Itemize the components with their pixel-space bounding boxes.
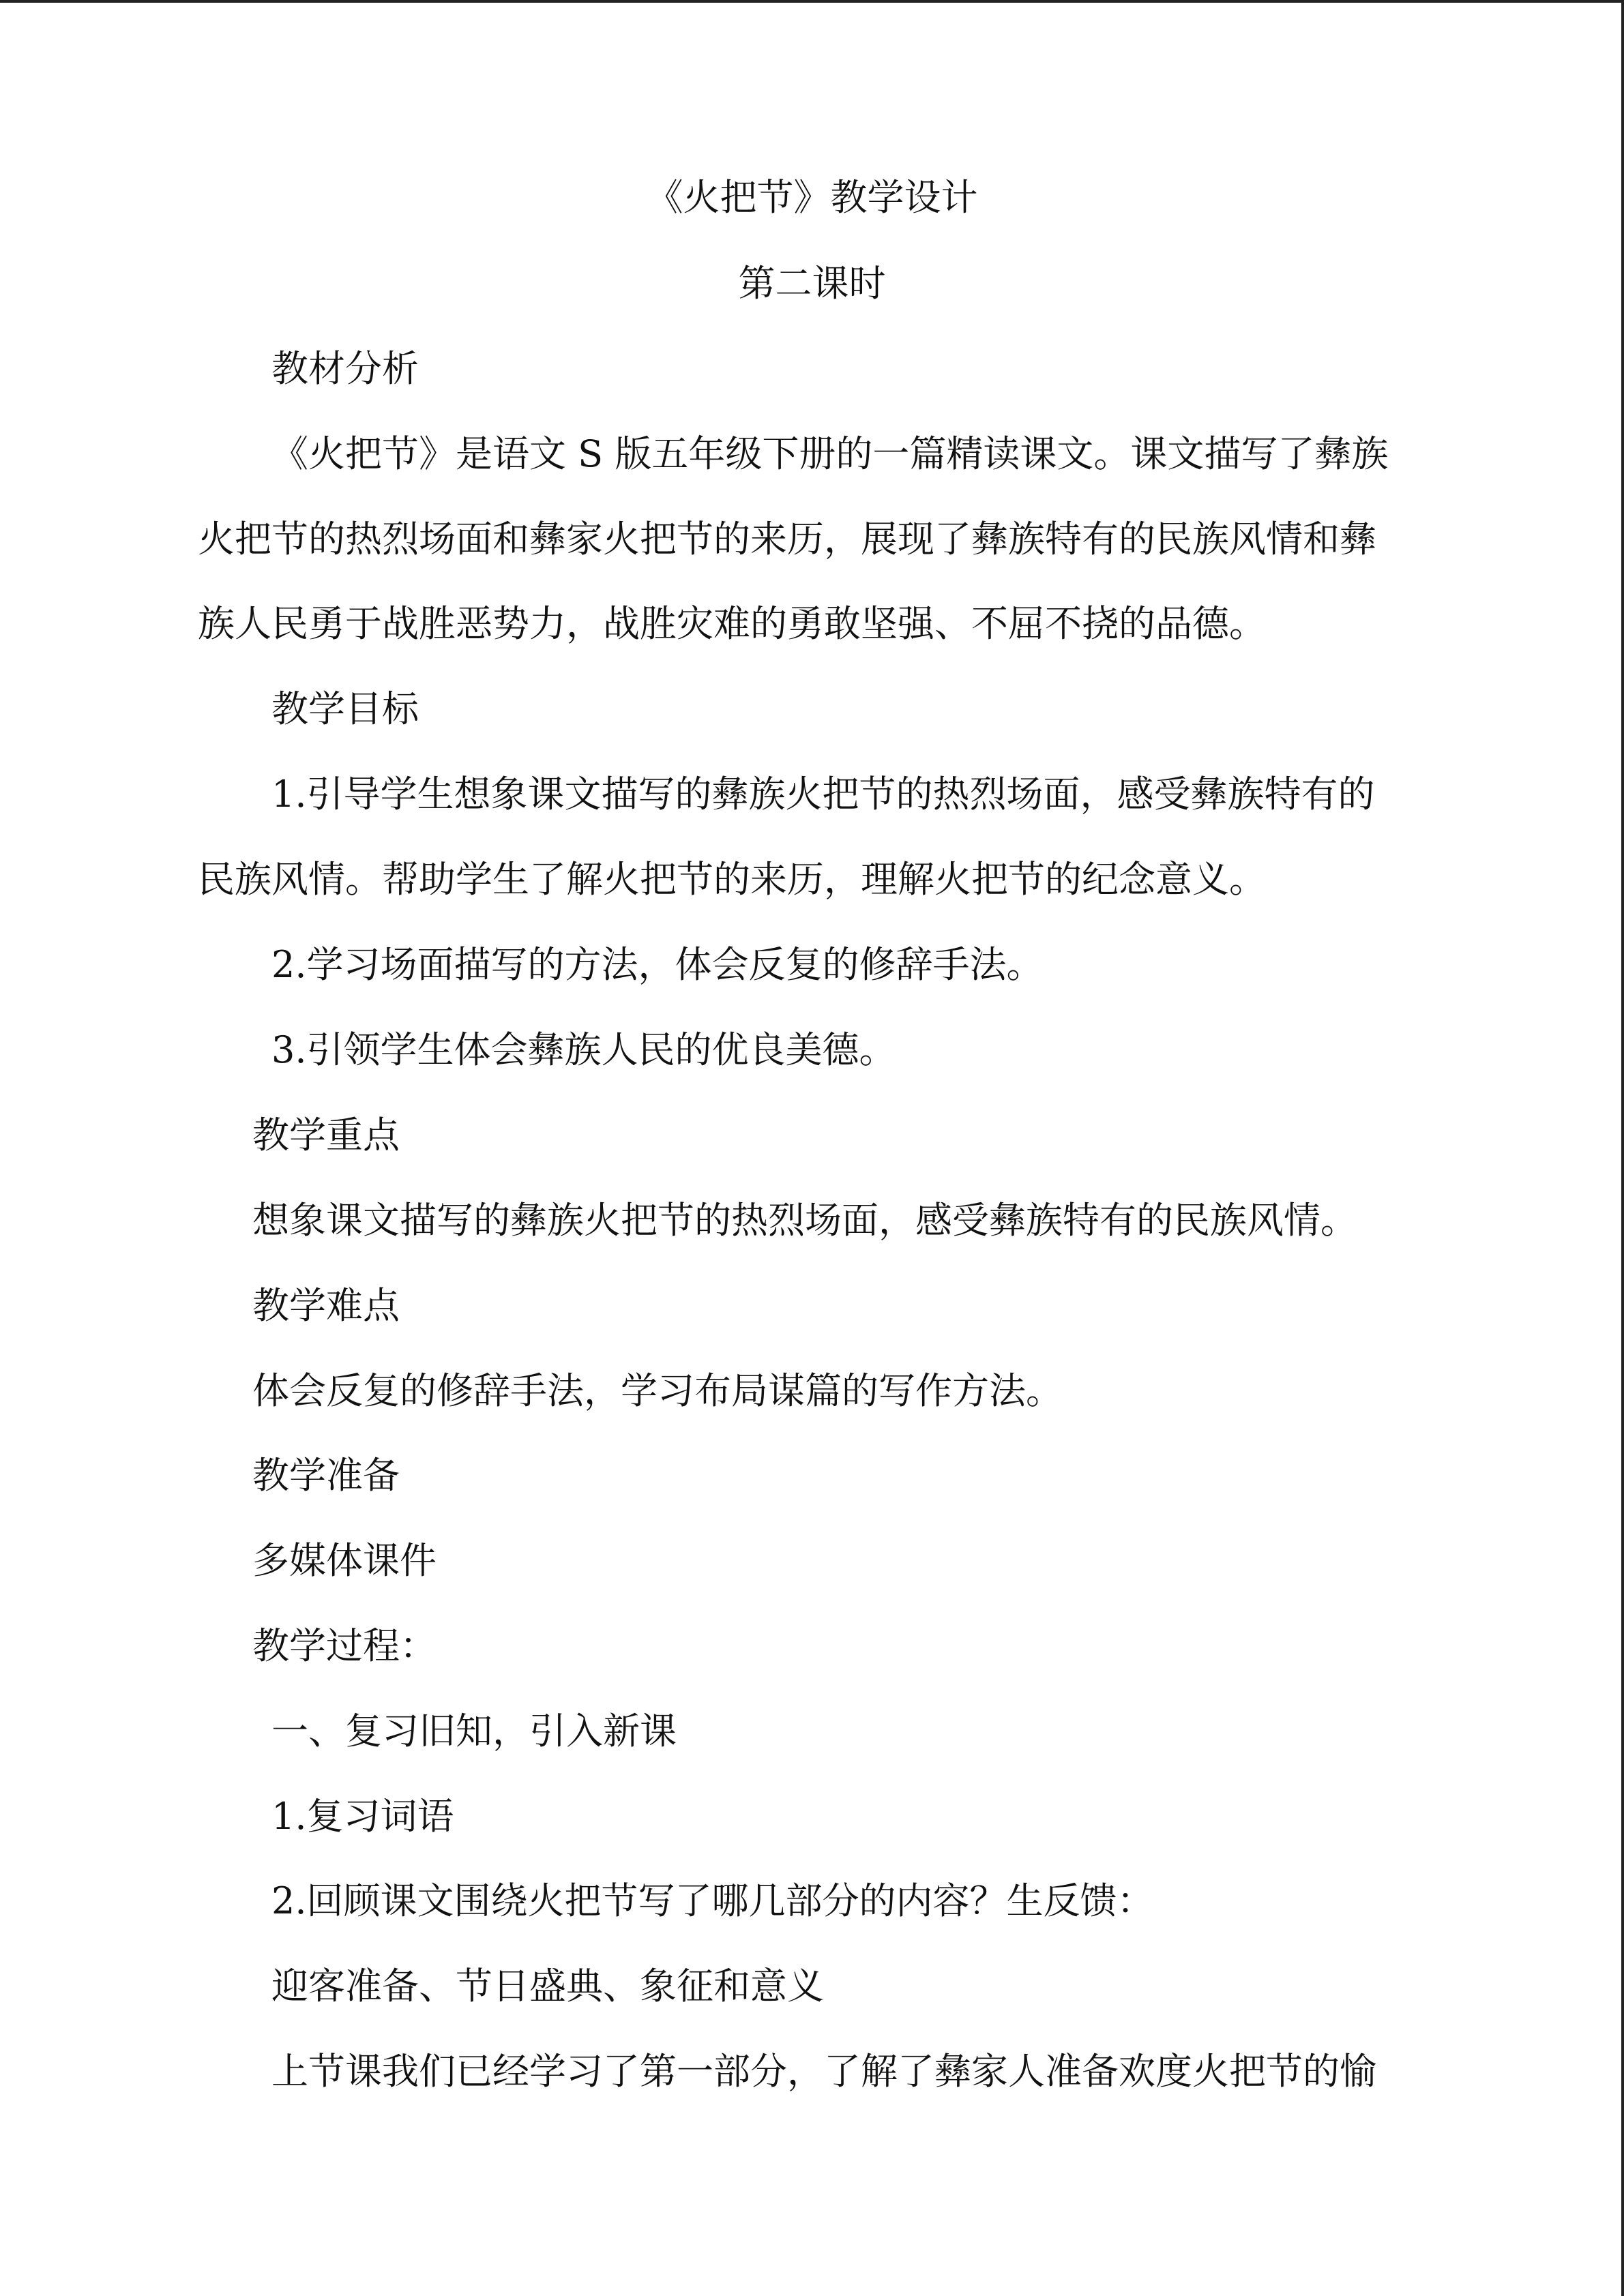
page-right-border (1621, 0, 1624, 2296)
key-points-text: 想象课文描写的彝族火把节的热烈场面，感受彝族特有的民族风情。 (252, 1199, 1357, 1242)
material-line-1: 《火把节》是语文 S 版五年级下册的一篇精读课文。课文描写了彝族 (271, 432, 1389, 475)
goal-3: 3.引领学生体会彝族人民的优良美德。 (271, 1028, 896, 1071)
goal-2: 2.学习场面描写的方法，体会反复的修辞手法。 (271, 943, 1044, 986)
document-title: 《火把节》教学设计 (646, 176, 978, 219)
step-2: 2.回顾课文围绕火把节写了哪几部分的内容？生反馈： (271, 1879, 1154, 1922)
difficult-points-heading: 教学难点 (252, 1284, 400, 1327)
page-top-border (0, 0, 1624, 3)
key-points-heading: 教学重点 (252, 1114, 400, 1157)
goals-heading: 教学目标 (271, 687, 419, 730)
process-heading: 教学过程： (252, 1624, 437, 1667)
difficult-points-text: 体会反复的修辞手法，学习布局谋篇的写作方法。 (252, 1369, 1063, 1412)
material-line-3: 族人民勇于战胜恶势力，战胜灾难的勇敢坚强、不屈不挠的品德。 (198, 602, 1266, 645)
goal-1-line-1: 1.引导学生想象课文描写的彝族火把节的热烈场面，感受彝族特有的 (271, 773, 1375, 816)
document-subtitle: 第二课时 (738, 262, 886, 305)
preparation-heading: 教学准备 (252, 1454, 400, 1497)
material-line-2: 火把节的热烈场面和彝家火把节的来历，展现了彝族特有的民族风情和彝 (198, 518, 1376, 561)
goal-1-line-2: 民族风情。帮助学生了解火把节的来历，理解火把节的纪念意义。 (198, 858, 1266, 901)
material-heading: 教材分析 (271, 347, 419, 390)
intro-line: 上节课我们已经学习了第一部分，了解了彝家人准备欢度火把节的愉 (271, 2050, 1376, 2093)
content-parts: 迎客准备、节日盛典、象征和意义 (271, 1965, 824, 2008)
step-1: 1.复习词语 (271, 1795, 454, 1838)
preparation-text: 多媒体课件 (252, 1539, 437, 1582)
section-1-heading: 一、复习旧知，引入新课 (271, 1710, 677, 1753)
